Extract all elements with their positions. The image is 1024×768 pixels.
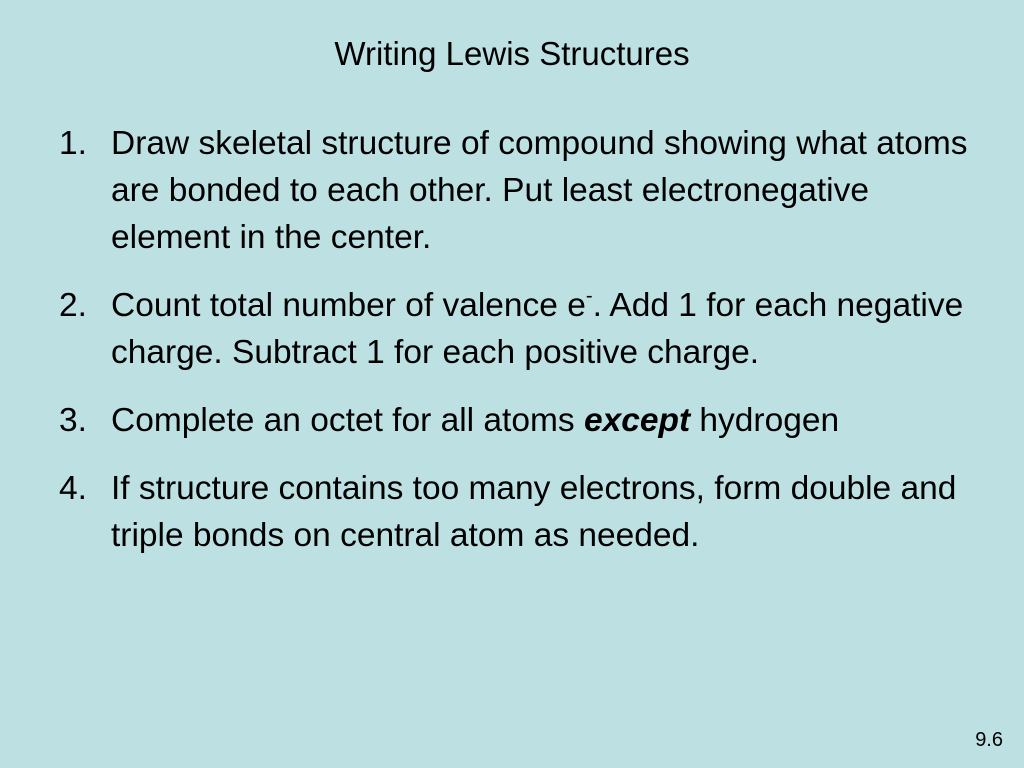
step-text [111, 282, 979, 376]
slide-number: 9.6 [975, 729, 1003, 751]
steps-list [59, 120, 979, 580]
step-text: Draw skeletal structure of compound showing what atoms are bonded to each other. Put least electronegative element in the center. [111, 125, 968, 256]
step-text-part: Count total number of valence e [111, 287, 586, 324]
step-text: If structure contains too many electrons, form double and triple bonds on central atom as needed. [111, 470, 957, 554]
step-number: 4. [59, 470, 87, 507]
step-3 [59, 397, 979, 444]
step-number: 1. [59, 125, 87, 162]
step-4 [59, 465, 979, 559]
step-text-part: Complete an octet for all atoms [111, 402, 584, 439]
electron-charge-superscript: - [585, 284, 593, 307]
slide-title: Writing Lewis Structures [334, 35, 690, 72]
step-text-part: hydrogen [690, 402, 840, 439]
step-1 [59, 120, 979, 261]
step-text-part: . Add 1 for each negative charge. Subtract 1 for each positive charge. [111, 287, 964, 371]
step-number: 3. [59, 402, 87, 439]
emphasized-word: except [583, 402, 691, 439]
step-number: 2. [59, 287, 87, 324]
step-2 [59, 282, 979, 376]
step-text [111, 397, 979, 444]
